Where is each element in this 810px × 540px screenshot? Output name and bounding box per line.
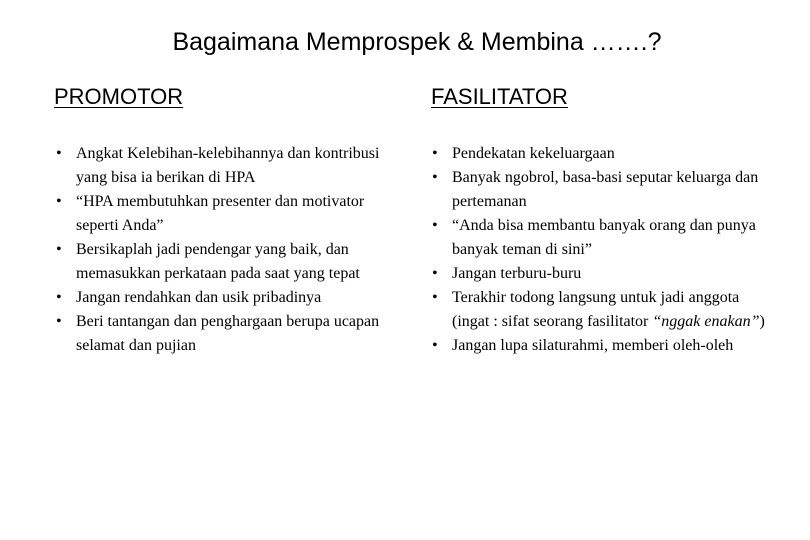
- promotor-item: • “HPA membutuhkan presenter dan motivator seperti Anda”: [54, 190, 404, 238]
- promotor-item: • Beri tantangan dan penghargaan berupa ucapan selamat dan pujian: [54, 310, 404, 358]
- fasilitator-heading: FASILITATOR: [431, 84, 568, 109]
- fasilitator-item: [430, 286, 780, 334]
- fasilitator-list: [430, 142, 780, 358]
- promotor-item: • Jangan rendahkan dan usik pribadinya: [54, 286, 404, 310]
- promotor-list: [54, 142, 404, 358]
- fasilitator-item: • Pendekatan kekeluargaan: [430, 142, 780, 166]
- promotor-heading: PROMOTOR: [54, 84, 184, 109]
- promotor-item: • Bersikaplah jadi pendengar yang baik, dan memasukkan perkataan pada saat yang tepat: [54, 238, 404, 286]
- fasilitator-item-text: Terakhir todong langsung untuk jadi anggota (ingat : sifat seorang fasilitator: [452, 289, 740, 330]
- fasilitator-item-italic: “nggak enakan”: [652, 313, 760, 330]
- promotor-item: • Angkat Kelebihan-kelebihannya dan kontribusi yang bisa ia berikan di HPA: [54, 142, 404, 190]
- fasilitator-item: • Jangan lupa silaturahmi, memberi oleh-oleh: [430, 334, 780, 358]
- fasilitator-item: • “Anda bisa membantu banyak orang dan punya banyak teman di sini”: [430, 214, 780, 262]
- fasilitator-item: • Banyak ngobrol, basa-basi seputar keluarga dan pertemanan: [430, 166, 780, 214]
- slide-title: Bagaimana Memprospek & Membina …….?: [172, 28, 662, 56]
- fasilitator-item: • Jangan terburu-buru: [430, 262, 780, 286]
- fasilitator-item-close: ): [759, 313, 765, 330]
